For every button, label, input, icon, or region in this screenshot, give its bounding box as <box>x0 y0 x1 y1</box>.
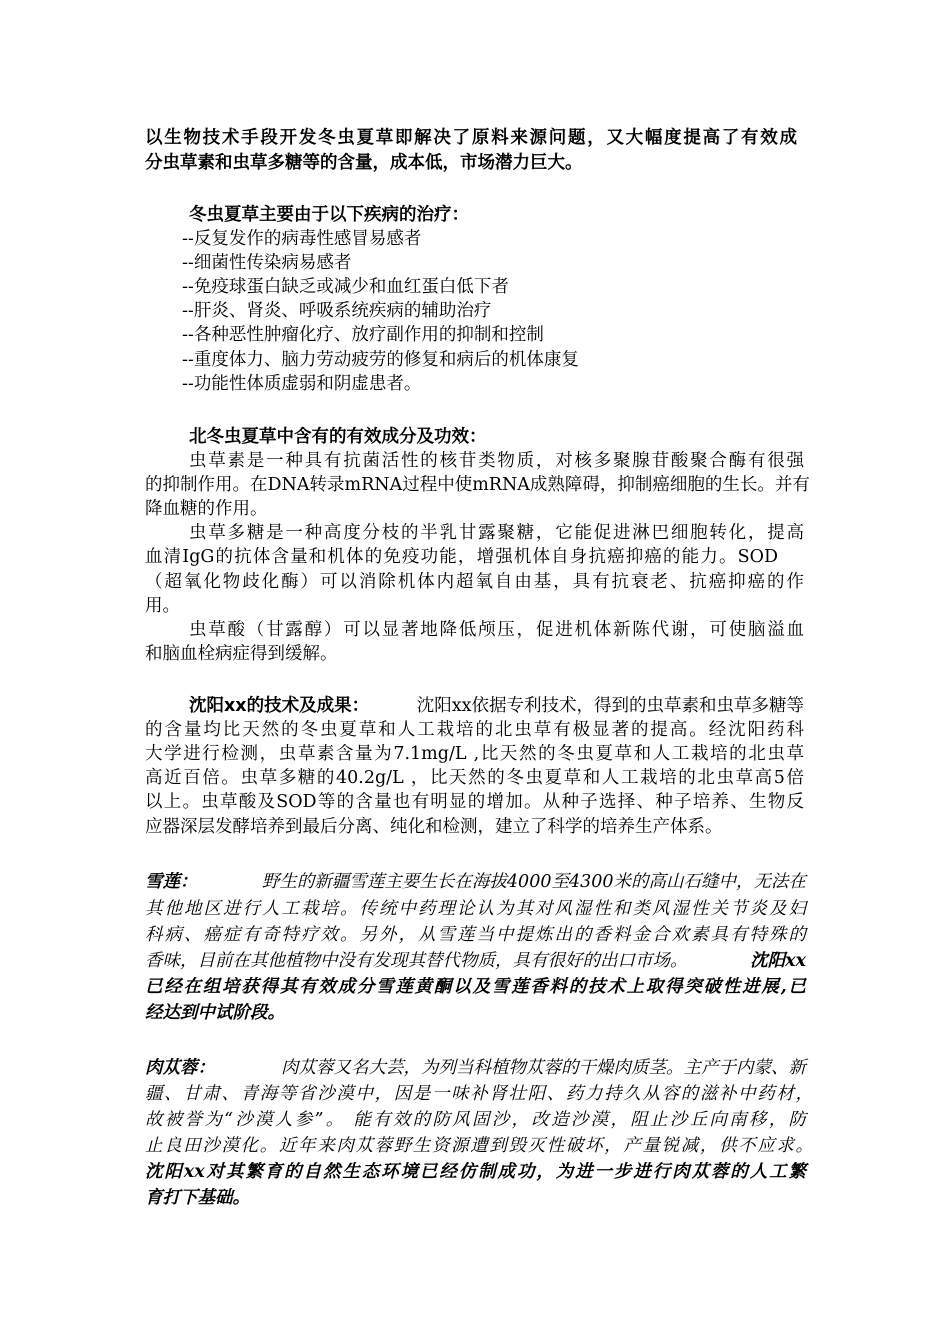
tech-first-line <box>189 694 804 718</box>
treatment-item: --反复发作的病毒性感冒易感者 <box>182 229 422 249</box>
treatment-item: --免疫球蛋白缺乏或减少和血红蛋白低下者 <box>182 277 509 297</box>
snowlotus-bold-line: 已经在组培获得其有效成分雪莲黄酮以及雪莲香料的技术上取得突破性进展,已 <box>145 977 806 997</box>
intro-line-1: 以生物技术手段开发冬虫夏草即解决了原料来源问题，又大幅度提高了有效成 <box>145 128 797 148</box>
treatment-item: --功能性体质虚弱和阴虚患者。 <box>182 374 422 394</box>
cistanche-bold-line: 育打下基础。 <box>145 1188 250 1208</box>
tech-line: 应器深层发酵培养到最后分离、纯化和检测，建立了科学的培养生产体系。 <box>145 817 723 837</box>
tech-line: 的含量均比天然的冬虫夏草和人工栽培的北虫草有极显著的提高。经沈阳药科 <box>145 720 804 740</box>
treatment-item: --细菌性传染病易感者 <box>182 253 352 273</box>
snowlotus-line-4 <box>145 949 806 973</box>
tech-line: 以上。虫草酸及SOD等的含量也有明显的增加。从种子选择、种子培养、生物反 <box>145 792 804 812</box>
tech-label: 沈阳xx的技术及成果： <box>189 696 370 716</box>
components-p2-line: 血清IgG的抗体含量和机体的免疫功能，增强机体自身抗癌抑癌的能力。SOD <box>145 547 778 567</box>
tech-first-text: 沈阳xx依据专利技术，得到的虫草素和虫草多糖等 <box>416 696 804 716</box>
treatment-heading: 冬虫夏草主要由于以下疾病的治疗： <box>189 205 469 225</box>
tech-line: 高近百倍。虫草多糖的40.2g/L ，比天然的冬虫夏草和人工栽培的北虫草高5倍 <box>145 768 804 788</box>
components-p2-line: 虫草多糖是一种高度分枝的半乳甘露聚糖，它能促进淋巴细胞转化，提高 <box>189 523 804 543</box>
cistanche-line: 故被誉为“沙漠人参”。 能有效的防风固沙，改造沙漠，阻止沙丘向南移，防 <box>145 1110 806 1130</box>
cistanche-line: 止良田沙漠化。近年来肉苁蓉野生资源遭到毁灭性破坏，产量锐减，供不应求。 <box>145 1136 813 1156</box>
snowlotus-label: 雪莲： <box>145 872 198 892</box>
tech-line: 大学进行检测，虫草素含量为7.1mg/L ,比天然的冬虫夏草和人工栽培的北虫草 <box>145 744 804 764</box>
components-p3-line: 和脑血栓病症得到缓解。 <box>145 644 338 664</box>
snowlotus-bold-line: 经达到中试阶段。 <box>145 1003 285 1023</box>
snowlotus-company: 沈阳xx <box>750 951 806 971</box>
treatment-item: --重度体力、脑力劳动疲劳的修复和病后的机体康复 <box>182 350 579 370</box>
cistanche-line: 疆、甘肃、青海等省沙漠中，因是一味补肾壮阳、药力持久从容的滋补中药材， <box>145 1084 813 1104</box>
treatment-item: --各种恶性肿瘤化疗、放疗副作用的抑制和控制 <box>182 325 544 345</box>
intro-line-2: 分虫草素和虫草多糖等的含量，成本低，市场潜力巨大。 <box>145 153 583 173</box>
snowlotus-line: 其他地区进行人工栽培。传统中药理论认为其对风湿性和类风湿性关节炎及妇 <box>145 899 806 919</box>
cistanche-label: 肉苁蓉： <box>145 1058 215 1078</box>
snowlotus-line-1 <box>145 870 806 894</box>
cistanche-line-1 <box>145 1056 806 1080</box>
treatment-item: --肝炎、肾炎、呼吸系统疾病的辅助治疗 <box>182 301 492 321</box>
components-p1-line: 降血糖的作用。 <box>145 499 268 519</box>
components-p1-line: 虫草素是一种具有抗菌活性的核苷类物质，对核多聚腺苷酸聚合酶有很强 <box>189 451 804 471</box>
components-p3-line: 虫草酸（甘露醇）可以显著地降低颅压，促进机体新陈代谢，可使脑溢血 <box>189 620 804 640</box>
snowlotus-text-1: 野生的新疆雪莲主要生长在海拔4000至4300米的高山石缝中，无法在 <box>261 872 806 892</box>
components-p2-line: 用。 <box>145 596 180 616</box>
snowlotus-text-4: 香味，目前在其他植物中没有发现其替代物质，具有很好的出口市场。 <box>145 951 688 971</box>
cistanche-text-1: 肉苁蓉又名大芸，为列当科植物苁蓉的干燥肉质茎。主产于内蒙、新 <box>281 1058 806 1078</box>
components-p1-line: 的抑制作用。在DNA转录mRNA过程中使mRNA成熟障碍，抑制癌细胞的生长。并有 <box>145 475 810 495</box>
snowlotus-line: 科病、癌症有奇特疗效。另外，从雪莲当中提炼出的香料金合欢素具有特殊的 <box>145 925 806 945</box>
components-heading: 北冬虫夏草中含有的有效成分及功效： <box>189 427 487 447</box>
cistanche-bold-line: 沈阳xx对其繁育的自然生态环境已经仿制成功，为进一步进行肉苁蓉的人工繁 <box>145 1162 806 1182</box>
components-p2-line: （超氧化物歧化酶）可以消除机体内超氧自由基，具有抗衰老、抗癌抑癌的作 <box>145 572 804 592</box>
